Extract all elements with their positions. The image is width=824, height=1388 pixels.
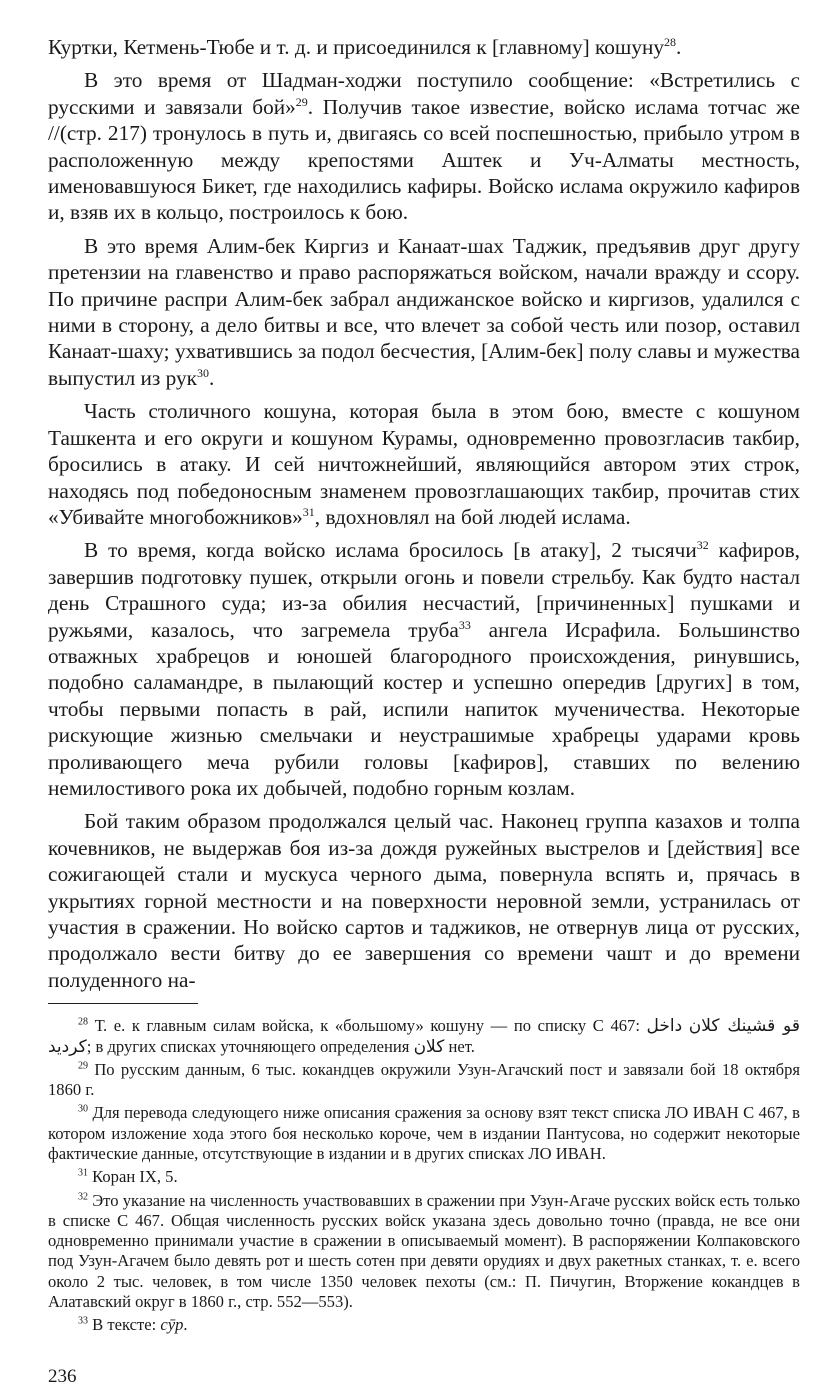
text-run: В то время, когда войско ислама бросилось [в атаку], 2 тысячи	[84, 538, 697, 563]
footnote	[48, 1016, 800, 1057]
footnote-marker: 32	[696, 538, 709, 553]
footnote-marker: 28	[664, 34, 677, 49]
text-run: ; в других списках уточняющего определения	[86, 1036, 414, 1056]
text-run: .	[183, 1315, 188, 1335]
text-run: .	[209, 365, 215, 390]
footnote-marker: 30	[197, 365, 210, 380]
footnote	[48, 1060, 800, 1101]
paragraph	[48, 398, 800, 530]
footnote	[48, 1167, 800, 1187]
footnote-divider	[48, 1003, 198, 1004]
footnotes	[48, 1016, 800, 1335]
text-run: Для перевода следующего ниже описания сражения за основу взят текст списка ЛО ИВАН С 467, в котором изложение хода этого боя несколько короче, чем в издании Пантусова, но содержит некоторые фактические данные, отсутствующие в издании и в других списках ЛО ИВАН.	[48, 1103, 800, 1163]
book-page	[48, 34, 800, 1388]
footnote	[48, 1191, 800, 1313]
paragraph	[48, 537, 800, 801]
footnote-marker: 28	[78, 1016, 88, 1028]
paragraph	[48, 67, 800, 225]
main-text	[48, 34, 800, 993]
text-run: . Получив такое известие, войско ислама тотчас же //(стр. 217) тронулось в путь и, двигаясь со всей поспешностью, прибыло утром в расположенную между крепостями Аштек и Уч-Алматы местность, именовавшуюся Бикет, где находились кафиры. Войско ислама окружило кафиров и, взяв их в кольцо, построилось к бою.	[48, 94, 801, 225]
arabic-text: قو قشينك كلان كرديد	[48, 1016, 800, 1057]
text-run: Часть столичного кошуна, которая была в этом бою, вместе с кошуном Ташкента и его округи и кошуном Курамы, одновременно провозгласив такбир, бросились в атаку. И сей ничтожнейший, являющийся автором этих строк, находясь под победоносным знаменем провозглашающих такбир, прочитав стих «Убивайте многобожников»	[48, 399, 800, 529]
paragraph	[48, 34, 800, 60]
paragraph	[48, 808, 800, 993]
footnote	[48, 1103, 800, 1164]
text-run: Это указание на численность участвовавших в сражении при Узун-Агаче русских войск есть только в списке С 467. Общая численность русских войск указана здесь довольно точно (правда, не все они одновременно принимали участие в сражении в описываемый момент). В распоряжении Колпаковского под Узун-Агачем было девять рот и шесть сотен при девяти орудиях и двух ракетных станках, т. е. всего около 2 тыс. человек, в том числе 1350 человек пехоты (см.: П. Пичугин, Вторжение кокандцев в Алатавский округ в 1860 г., стр. 552—553).	[48, 1190, 800, 1312]
text-run: Бой таким образом продолжался целый час. Наконец группа казахов и толпа кочевников, не выдержав боя из-за дождя ружейных выстрелов и [действия] все сожигающей стали и мускуса черного дыма, повернула вспять и, прячась в укрытиях горной местности и на поверхности неровной земли, устранилась от участия в сражении. Но войско сартов и таджиков, не отвернув лица от русских, продолжало вести битву до ее завершения со времени чашт и до времени полуденного на-	[48, 809, 800, 992]
text-run: В это время Алим-бек Киргиз и Канаат-шах Таджик, предъявив друг другу претензии на главенство и право распоряжаться войском, начали вражду и ссору. По причине распри Алим-бек забрал андижанское войско и киргизов, удалился с ними в сторону, а дело битвы и все, что влечет за собой честь или позор, оставил Канаат-шаху; ухватившись за подол бесчестия, [Алим-бек] полу славы и мужества выпустил из рук	[48, 233, 800, 390]
footnote-marker: 33	[78, 1315, 88, 1327]
text-run: нет.	[444, 1036, 475, 1056]
text-run: ангела Исрафила. Большинство отважных храбрецов и юношей благородного происхождения, ринувшись, подобно саламандре, в пылающий костер и успешно опередив [других] в том, чтобы первыми попасть в рай, испили напиток мученичества. Некоторые рискующие жизнью смельчаки и неустрашимые храбрецы ударами кровь проливающего меча рубили головы [кафиров], ставших по велению немилостивого рока их добычей, подобно горным козлам.	[48, 617, 801, 800]
text-run	[682, 1016, 689, 1035]
footnote-marker: 31	[302, 504, 315, 519]
footnote-marker: 32	[78, 1191, 88, 1203]
footnote-marker: 33	[458, 617, 471, 632]
paragraph	[48, 233, 800, 391]
text-run: , вдохновлял на бой людей ислама.	[314, 504, 631, 529]
text-run: .	[676, 35, 682, 59]
italic-text: сӯр	[160, 1315, 184, 1335]
footnote-marker: 30	[78, 1103, 88, 1115]
arabic-text: كلان	[413, 1036, 445, 1057]
footnote-marker: 31	[78, 1167, 88, 1179]
page-number: 236	[48, 1365, 77, 1387]
arabic-text: داخل	[646, 1016, 683, 1037]
text-run: Коран IX, 5.	[88, 1167, 178, 1187]
text-run: В это время от Шадман-ходжи поступило сообщение: «Встретились с русскими и завязали бой»	[48, 68, 800, 119]
text-run: кафиров, завершив подготовку пушек, открыли огонь и повели стрельбу. Как будто настал день Страшного суда; из-за обилия несчастий, [причиненных] пушками и ружьями, казалось, что загремела труба	[48, 538, 800, 642]
text-run: В тексте:	[88, 1315, 161, 1335]
footnote-marker: 29	[78, 1060, 88, 1072]
text-run: Т. е. к главным силам войска, к «большому» кошуну — по списку С 467:	[88, 1016, 647, 1036]
footnote-marker: 29	[295, 94, 308, 109]
text-run: По русским данным, 6 тыс. кокандцев окружили Узун-Агачский пост и завязали бой 18 октября 1860 г.	[48, 1059, 800, 1100]
text-run: Куртки, Кетмень-Тюбе и т. д. и присоединился к [главному] кошуну	[48, 35, 665, 59]
footnote	[48, 1315, 800, 1335]
